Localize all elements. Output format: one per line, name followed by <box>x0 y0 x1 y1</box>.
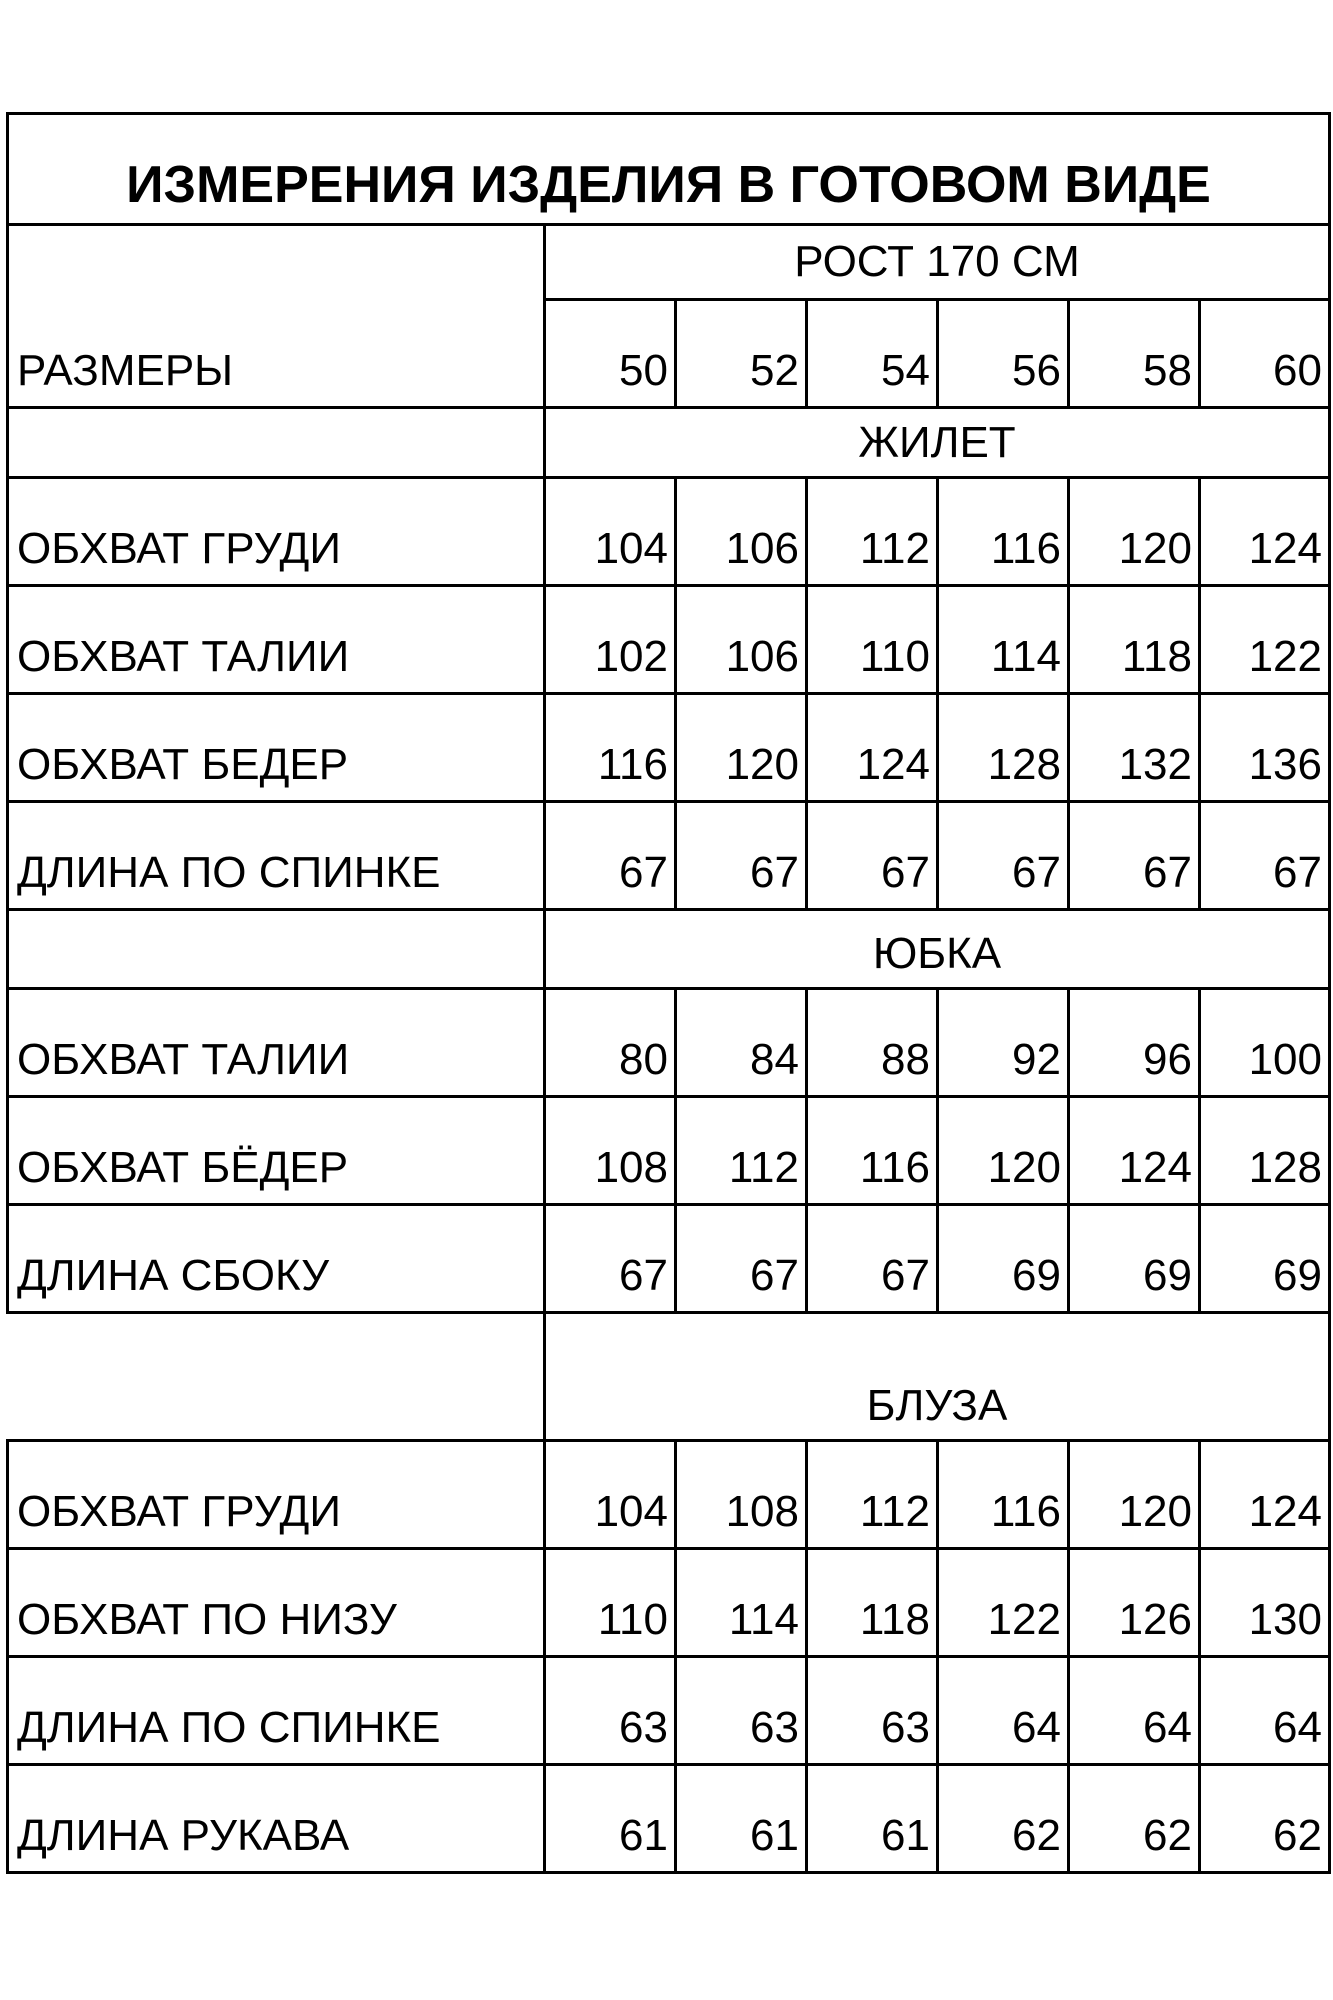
size-header-cell: 54 <box>807 300 938 408</box>
measurement-value: 104 <box>545 478 676 586</box>
measurement-value: 104 <box>545 1441 676 1549</box>
measurement-value: 84 <box>676 989 807 1097</box>
measurement-row <box>8 1097 1330 1205</box>
measurement-label: ОБХВАТ БЕДЕР <box>8 694 545 802</box>
measurement-value: 64 <box>1200 1657 1330 1765</box>
measurement-value: 114 <box>938 586 1069 694</box>
section-header-row <box>8 408 1330 478</box>
measurement-value: 67 <box>545 802 676 910</box>
measurement-label: ОБХВАТ ГРУДИ <box>8 478 545 586</box>
measurement-row <box>8 586 1330 694</box>
measurement-value: 67 <box>1200 802 1330 910</box>
table-title: ИЗМЕРЕНИЯ ИЗДЕЛИЯ В ГОТОВОМ ВИДЕ <box>8 114 1330 225</box>
measurement-value: 69 <box>938 1205 1069 1313</box>
section-header-row <box>8 1313 1330 1441</box>
section-name: ЮБКА <box>545 910 1330 989</box>
measurement-row <box>8 989 1330 1097</box>
section-name: ЖИЛЕТ <box>545 408 1330 478</box>
measurement-value: 116 <box>545 694 676 802</box>
measurement-value: 69 <box>1069 1205 1200 1313</box>
measurement-value: 61 <box>545 1765 676 1873</box>
measurement-value: 100 <box>1200 989 1330 1097</box>
size-header-cell: 56 <box>938 300 1069 408</box>
measurement-value: 63 <box>676 1657 807 1765</box>
measurement-value: 120 <box>1069 478 1200 586</box>
measurement-value: 120 <box>676 694 807 802</box>
measurement-value: 63 <box>545 1657 676 1765</box>
measurement-value: 67 <box>545 1205 676 1313</box>
measurement-value: 110 <box>807 586 938 694</box>
measurement-value: 67 <box>1069 802 1200 910</box>
measurement-value: 61 <box>807 1765 938 1873</box>
measurement-row <box>8 802 1330 910</box>
height-label: РОСТ 170 СМ <box>545 225 1330 300</box>
size-header-cell: 50 <box>545 300 676 408</box>
measurement-label: ДЛИНА ПО СПИНКЕ <box>8 1657 545 1765</box>
measurement-label: ОБХВАТ БЁДЕР <box>8 1097 545 1205</box>
measurement-value: 106 <box>676 478 807 586</box>
measurement-value: 67 <box>676 1205 807 1313</box>
measurement-value: 116 <box>938 1441 1069 1549</box>
size-header-cell: 58 <box>1069 300 1200 408</box>
measurement-value: 88 <box>807 989 938 1097</box>
measurement-value: 64 <box>1069 1657 1200 1765</box>
measurement-value: 108 <box>676 1441 807 1549</box>
measurement-value: 80 <box>545 989 676 1097</box>
measurement-label: ОБХВАТ ТАЛИИ <box>8 989 545 1097</box>
measurement-row <box>8 478 1330 586</box>
section-blank-cell <box>8 1313 545 1441</box>
measurement-row <box>8 1205 1330 1313</box>
measurement-value: 116 <box>807 1097 938 1205</box>
measurement-value: 120 <box>1069 1441 1200 1549</box>
measurement-label: ОБХВАТ ТАЛИИ <box>8 586 545 694</box>
measurement-value: 124 <box>807 694 938 802</box>
measurement-value: 122 <box>938 1549 1069 1657</box>
section-blank-cell <box>8 408 545 478</box>
measurement-value: 120 <box>938 1097 1069 1205</box>
measurement-value: 108 <box>545 1097 676 1205</box>
measurement-value: 92 <box>938 989 1069 1097</box>
measurement-label: ДЛИНА СБОКУ <box>8 1205 545 1313</box>
measurement-value: 62 <box>1200 1765 1330 1873</box>
size-header-cell: 52 <box>676 300 807 408</box>
measurement-value: 62 <box>1069 1765 1200 1873</box>
measurement-value: 67 <box>676 802 807 910</box>
measurement-value: 124 <box>1200 478 1330 586</box>
title-row <box>8 114 1330 225</box>
measurement-row <box>8 1549 1330 1657</box>
measurement-value: 112 <box>807 1441 938 1549</box>
measurement-value: 64 <box>938 1657 1069 1765</box>
size-header-cell: 60 <box>1200 300 1330 408</box>
measurement-value: 122 <box>1200 586 1330 694</box>
measurement-value: 110 <box>545 1549 676 1657</box>
measurement-value: 106 <box>676 586 807 694</box>
measurement-value: 102 <box>545 586 676 694</box>
measurement-label: ОБХВАТ ПО НИЗУ <box>8 1549 545 1657</box>
measurement-value: 112 <box>807 478 938 586</box>
measurement-value: 62 <box>938 1765 1069 1873</box>
section-name: БЛУЗА <box>545 1313 1330 1441</box>
measurement-row <box>8 694 1330 802</box>
section-header-row <box>8 910 1330 989</box>
measurement-row <box>8 1441 1330 1549</box>
measurement-row <box>8 1765 1330 1873</box>
measurement-label: ДЛИНА РУКАВА <box>8 1765 545 1873</box>
measurement-label: ОБХВАТ ГРУДИ <box>8 1441 545 1549</box>
measurement-value: 126 <box>1069 1549 1200 1657</box>
sizes-label: РАЗМЕРЫ <box>8 225 545 408</box>
measurement-value: 116 <box>938 478 1069 586</box>
measurement-value: 128 <box>938 694 1069 802</box>
measurement-value: 118 <box>807 1549 938 1657</box>
measurement-value: 114 <box>676 1549 807 1657</box>
measurement-value: 67 <box>807 802 938 910</box>
section-blank-cell <box>8 910 545 989</box>
measurement-value: 118 <box>1069 586 1200 694</box>
size-chart-table <box>6 112 1331 1874</box>
measurement-value: 96 <box>1069 989 1200 1097</box>
measurement-value: 128 <box>1200 1097 1330 1205</box>
height-row <box>8 225 1330 300</box>
measurement-value: 130 <box>1200 1549 1330 1657</box>
measurement-value: 124 <box>1069 1097 1200 1205</box>
measurement-label: ДЛИНА ПО СПИНКЕ <box>8 802 545 910</box>
measurement-value: 112 <box>676 1097 807 1205</box>
measurement-value: 63 <box>807 1657 938 1765</box>
measurement-value: 67 <box>938 802 1069 910</box>
measurement-value: 67 <box>807 1205 938 1313</box>
measurement-value: 136 <box>1200 694 1330 802</box>
measurement-value: 124 <box>1200 1441 1330 1549</box>
measurement-value: 69 <box>1200 1205 1330 1313</box>
measurement-value: 61 <box>676 1765 807 1873</box>
measurement-row <box>8 1657 1330 1765</box>
measurement-value: 132 <box>1069 694 1200 802</box>
